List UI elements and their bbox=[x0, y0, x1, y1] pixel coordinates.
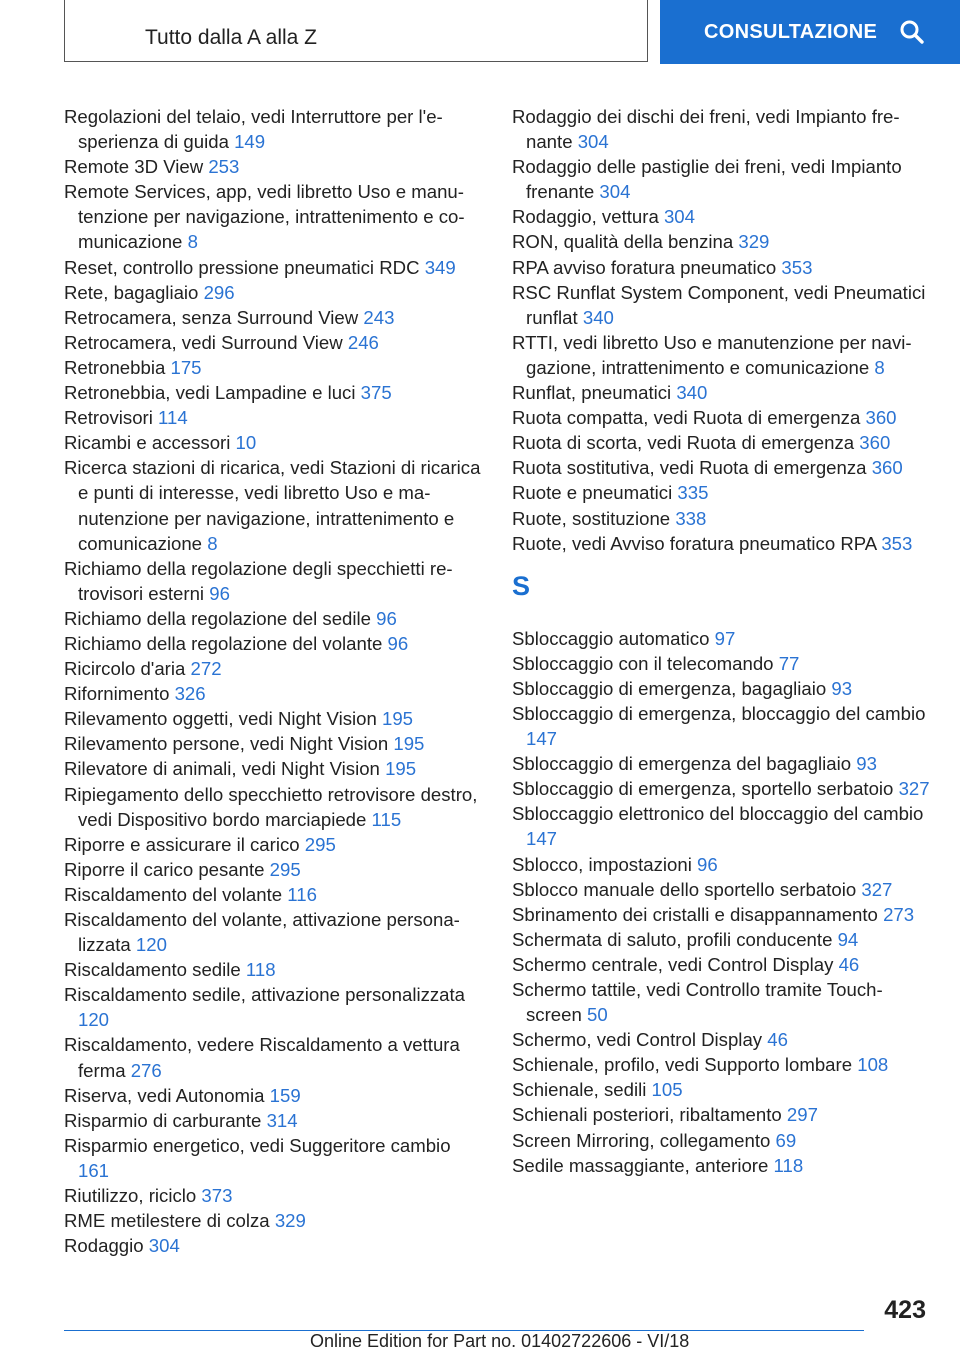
page-link[interactable]: 314 bbox=[266, 1109, 298, 1131]
index-entry bbox=[512, 977, 932, 1027]
index-entry bbox=[512, 852, 932, 877]
page-link[interactable]: 340 bbox=[676, 382, 708, 404]
entry-text: Schienale, sedili bbox=[512, 1079, 647, 1101]
index-entry bbox=[64, 154, 484, 179]
entry-text: Sbrinamento dei cristalli e disappannamento bbox=[512, 903, 878, 925]
page-link[interactable]: 360 bbox=[865, 407, 897, 429]
header-frame bbox=[64, 0, 648, 62]
index-entry bbox=[64, 1083, 484, 1108]
entry-text: Ricircolo d'aria bbox=[64, 658, 186, 680]
entry-text: Ripiegamento dello specchietto retrovisore destro, vedi Dispositivo bordo marciapiede bbox=[64, 783, 478, 830]
entry-text: Riscaldamento del volante bbox=[64, 883, 283, 905]
index-entry bbox=[512, 877, 932, 902]
page-link[interactable]: 276 bbox=[130, 1059, 162, 1081]
page-link[interactable]: 120 bbox=[135, 934, 167, 956]
index-entry bbox=[512, 1102, 932, 1127]
index-entry bbox=[512, 255, 932, 280]
entry-text: Runflat, pneumatici bbox=[512, 382, 672, 404]
entry-text: Risparmio energetico, vedi Suggeritore cambio bbox=[64, 1134, 451, 1156]
page-link[interactable]: 118 bbox=[245, 959, 276, 981]
page-link[interactable]: 272 bbox=[190, 658, 222, 680]
page-link[interactable]: 114 bbox=[158, 407, 188, 429]
entry-text: Ruota di scorta, vedi Ruota di emergenza bbox=[512, 432, 855, 454]
entry-text: Riscaldamento sedile, attivazione personalizzata bbox=[64, 984, 466, 1006]
entry-text: Reset, controllo pressione pneumatici RDC bbox=[64, 256, 420, 278]
page-link[interactable]: 304 bbox=[148, 1235, 180, 1257]
entry-text: Sbloccaggio automatico bbox=[512, 627, 710, 649]
page-link[interactable]: 46 bbox=[838, 953, 860, 975]
index-entry bbox=[512, 506, 932, 531]
index-entry bbox=[64, 305, 484, 330]
entry-text: Rodaggio, vettura bbox=[512, 206, 659, 228]
tab-label: CONSULTAZIONE bbox=[704, 20, 878, 43]
page-link[interactable]: 118 bbox=[773, 1154, 804, 1176]
page-link[interactable]: 353 bbox=[881, 532, 913, 554]
index-entry bbox=[512, 229, 932, 254]
entry-text: RTTI, vedi libretto Uso e manutenzione per navigazione, intrattenimento e comunicazione bbox=[512, 331, 912, 378]
page-link[interactable]: 329 bbox=[738, 231, 770, 253]
index-entry bbox=[64, 656, 484, 681]
index-entry bbox=[512, 1077, 932, 1102]
index-entry bbox=[64, 731, 484, 756]
page-link[interactable]: 96 bbox=[387, 632, 409, 654]
index-entry bbox=[512, 154, 932, 204]
index-entry bbox=[64, 1032, 484, 1082]
entry-text: Schermo centrale, vedi Control Display bbox=[512, 953, 834, 975]
entry-text: Riscaldamento del volante, attivazione personalizzata bbox=[64, 909, 460, 956]
entry-text: Ricambi e accessori bbox=[64, 432, 231, 454]
entry-text: Schermo tattile, vedi Controllo tramite Touchscreen bbox=[512, 979, 883, 1026]
page-link[interactable]: 116 bbox=[287, 883, 317, 905]
entry-text: Ruota compatta, vedi Ruota di emergenza bbox=[512, 407, 861, 429]
page-link[interactable]: 297 bbox=[786, 1104, 818, 1126]
index-entry bbox=[64, 1108, 484, 1133]
search-icon bbox=[899, 19, 925, 45]
entry-text: Sbloccaggio con il telecomando bbox=[512, 652, 774, 674]
index-entry bbox=[512, 952, 932, 977]
section-title: Tutto dalla A alla Z bbox=[145, 26, 317, 49]
page-link[interactable]: 8 bbox=[874, 356, 885, 378]
page-link[interactable]: 246 bbox=[347, 331, 379, 353]
entry-text: Sbloccaggio di emergenza del bagagliaio bbox=[512, 753, 852, 775]
index-entry bbox=[64, 405, 484, 430]
entry-text: Retrovisori bbox=[64, 407, 153, 429]
entry-text: Riutilizzo, riciclo bbox=[64, 1185, 197, 1207]
page-link[interactable]: 243 bbox=[363, 306, 395, 328]
index-entry bbox=[64, 681, 484, 706]
index-entry bbox=[512, 701, 932, 751]
page-link[interactable]: 195 bbox=[393, 733, 425, 755]
entry-text: Sblocco manuale dello sportello serbatoio bbox=[512, 878, 857, 900]
index-entry bbox=[512, 902, 932, 927]
index-entry bbox=[64, 782, 484, 832]
entry-text: Sbloccaggio elettronico del bloccaggio del cambio bbox=[512, 803, 924, 825]
entry-text: Retrocamera, vedi Surround View bbox=[64, 331, 343, 353]
entry-text: Schienali posteriori, ribaltamento bbox=[512, 1104, 782, 1126]
entry-text: Sbloccaggio di emergenza, bloccaggio del cambio bbox=[512, 702, 926, 724]
index-entry bbox=[64, 355, 484, 380]
entry-text: RME metilestere di colza bbox=[64, 1210, 270, 1232]
entry-text: Rilevamento oggetti, vedi Night Vision bbox=[64, 708, 377, 730]
entry-text: Regolazioni del telaio, vedi Interruttore per l'esperienza di guida bbox=[64, 106, 443, 153]
entry-text: Sedile massaggiante, anteriore bbox=[512, 1154, 769, 1176]
page-link[interactable]: 360 bbox=[871, 457, 903, 479]
entry-text: Remote 3D View bbox=[64, 156, 204, 178]
entry-text: Rodaggio delle pastiglie dei freni, vedi Impianto frenante bbox=[512, 156, 902, 203]
page-link[interactable]: 195 bbox=[382, 708, 414, 730]
page-link[interactable]: 120 bbox=[78, 1009, 110, 1031]
index-entry bbox=[512, 751, 932, 776]
index-entry bbox=[512, 330, 932, 380]
page-link[interactable]: 161 bbox=[78, 1159, 110, 1181]
index-list-s bbox=[512, 626, 932, 1178]
entry-text: Riporre il carico pesante bbox=[64, 858, 265, 880]
index-entry bbox=[512, 801, 932, 851]
entry-text: Screen Mirroring, collegamento bbox=[512, 1129, 771, 1151]
page-link[interactable]: 147 bbox=[526, 828, 558, 850]
index-entry bbox=[512, 1052, 932, 1077]
entry-text: Riporre e assicurare il carico bbox=[64, 833, 300, 855]
index-entry bbox=[64, 380, 484, 405]
index-column-left bbox=[64, 104, 484, 1258]
entry-text: Ruote e pneumatici bbox=[512, 482, 673, 504]
index-entry bbox=[64, 631, 484, 656]
index-entry bbox=[64, 832, 484, 857]
index-entry bbox=[512, 1027, 932, 1052]
index-entry bbox=[64, 330, 484, 355]
page-link[interactable]: 159 bbox=[269, 1084, 301, 1106]
page-link[interactable]: 96 bbox=[697, 853, 718, 875]
entry-text: Ruote, vedi Avviso foratura pneumatico RPA bbox=[512, 532, 877, 554]
entry-text: RSC Runflat System Component, vedi Pneumatici runflat bbox=[512, 281, 926, 328]
page-link[interactable]: 93 bbox=[856, 753, 877, 775]
page-link[interactable]: 96 bbox=[376, 607, 397, 629]
page-link[interactable]: 304 bbox=[577, 131, 609, 153]
entry-text: Ricerca stazioni di ricarica, vedi Stazioni di ricarica e punti di interesse, vedi libretto Uso e manutenzione per navigazione, intrattenimento e comunicazione bbox=[64, 457, 481, 554]
page-link[interactable]: 93 bbox=[831, 677, 853, 699]
index-entry bbox=[64, 882, 484, 907]
page-link[interactable]: 97 bbox=[714, 627, 736, 649]
index-entry bbox=[64, 606, 484, 631]
index-entry bbox=[64, 1208, 484, 1233]
index-entry bbox=[512, 776, 932, 801]
index-entry bbox=[64, 280, 484, 305]
entry-text: Richiamo della regolazione degli specchietti retrovisori esterni bbox=[64, 557, 453, 604]
page-link[interactable]: 296 bbox=[203, 281, 235, 303]
index-entry bbox=[512, 1153, 932, 1178]
page-link[interactable]: 360 bbox=[859, 432, 891, 454]
page-link[interactable]: 50 bbox=[586, 1004, 608, 1026]
page-link[interactable]: 8 bbox=[207, 532, 218, 554]
entry-text: Rilevatore di animali, vedi Night Vision bbox=[64, 758, 380, 780]
index-list-r bbox=[512, 104, 932, 556]
index-entry bbox=[512, 651, 932, 676]
entry-text: Schienale, profilo, vedi Supporto lombare bbox=[512, 1054, 853, 1076]
index-entry bbox=[512, 405, 932, 430]
page-link[interactable]: 253 bbox=[208, 156, 240, 178]
index-entry bbox=[512, 204, 932, 229]
page-link[interactable]: 349 bbox=[424, 256, 456, 278]
entry-text: Retrocamera, senza Surround View bbox=[64, 306, 359, 328]
page-link[interactable]: 340 bbox=[582, 306, 614, 328]
index-entry bbox=[64, 104, 484, 154]
page-link[interactable]: 77 bbox=[778, 652, 800, 674]
page-link[interactable]: 304 bbox=[599, 181, 631, 203]
index-entry bbox=[64, 255, 484, 280]
entry-text: Riscaldamento, vedere Riscaldamento a vettura ferma bbox=[64, 1034, 460, 1081]
entry-text: Riserva, vedi Autonomia bbox=[64, 1084, 265, 1106]
page-link[interactable]: 108 bbox=[857, 1054, 889, 1076]
page-link[interactable]: 94 bbox=[837, 928, 859, 950]
entry-text: Ruote, sostituzione bbox=[512, 507, 671, 529]
entry-text: Remote Services, app, vedi libretto Uso e manutenzione per navigazione, intrattenimento e comunicazione bbox=[64, 181, 465, 253]
index-entry bbox=[512, 280, 932, 330]
index-entry bbox=[64, 982, 484, 1032]
page-link[interactable]: 46 bbox=[767, 1029, 788, 1051]
entry-text: Sbloccaggio di emergenza, bagagliaio bbox=[512, 677, 827, 699]
page-link[interactable]: 10 bbox=[235, 432, 257, 454]
entry-text: Sblocco, impostazioni bbox=[512, 853, 692, 875]
index-entry bbox=[512, 480, 932, 505]
consultazione-tab[interactable] bbox=[660, 0, 960, 64]
page-link[interactable]: 195 bbox=[385, 758, 417, 780]
entry-text: RPA avviso foratura pneumatico bbox=[512, 256, 777, 278]
page-link[interactable]: 96 bbox=[209, 582, 230, 604]
index-entry bbox=[512, 531, 932, 556]
index-entry bbox=[64, 706, 484, 731]
entry-text: Rodaggio dei dischi dei freni, vedi Impianto frenante bbox=[512, 106, 900, 153]
page-link[interactable]: 335 bbox=[677, 482, 709, 504]
index-entry bbox=[64, 756, 484, 781]
index-entry bbox=[512, 430, 932, 455]
index-column-right bbox=[512, 104, 932, 1178]
page-link[interactable]: 327 bbox=[898, 778, 930, 800]
entry-text: Rifornimento bbox=[64, 683, 170, 705]
entry-text: Ruota sostitutiva, vedi Ruota di emergenza bbox=[512, 457, 867, 479]
page-link[interactable]: 329 bbox=[274, 1210, 306, 1232]
index-entry bbox=[64, 430, 484, 455]
index-entry bbox=[512, 1128, 932, 1153]
entry-text: Retronebbia, vedi Lampadine e luci bbox=[64, 382, 356, 404]
entry-text: Rodaggio bbox=[64, 1235, 144, 1257]
index-entry bbox=[512, 927, 932, 952]
index-entry bbox=[64, 179, 484, 254]
entry-text: RON, qualità della benzina bbox=[512, 231, 734, 253]
page-link[interactable]: 373 bbox=[201, 1185, 233, 1207]
entry-text: Risparmio di carburante bbox=[64, 1109, 262, 1131]
index-entry bbox=[64, 1133, 484, 1183]
letter-heading-s: S bbox=[512, 570, 531, 601]
page-link[interactable]: 149 bbox=[234, 131, 266, 153]
index-entry bbox=[512, 104, 932, 154]
index-entry bbox=[64, 1183, 484, 1208]
page-link[interactable]: 327 bbox=[861, 878, 893, 900]
entry-text: Retronebbia bbox=[64, 356, 166, 378]
page-number: 423 bbox=[884, 1296, 926, 1324]
index-entry bbox=[64, 1233, 484, 1258]
page-link[interactable]: 147 bbox=[526, 728, 558, 750]
entry-text: Riscaldamento sedile bbox=[64, 959, 241, 981]
entry-text: Schermata di saluto, profili conducente bbox=[512, 928, 833, 950]
footer bbox=[310, 1331, 689, 1352]
index-entry bbox=[64, 957, 484, 982]
page-link[interactable]: 353 bbox=[781, 256, 813, 278]
footer-edition: Online Edition for Part no. 01402722606 - VI/18 bbox=[310, 1331, 690, 1351]
page-link[interactable]: 295 bbox=[304, 833, 336, 855]
entry-text: Sbloccaggio di emergenza, sportello serbatoio bbox=[512, 778, 894, 800]
index-entry bbox=[512, 380, 932, 405]
page-link[interactable]: 273 bbox=[883, 903, 915, 925]
page-link[interactable]: 375 bbox=[360, 382, 392, 404]
index-entry bbox=[64, 907, 484, 957]
page-link[interactable]: 175 bbox=[170, 356, 202, 378]
page-link[interactable]: 326 bbox=[174, 683, 206, 705]
page-link[interactable]: 105 bbox=[651, 1079, 683, 1101]
entry-text: Richiamo della regolazione del volante bbox=[64, 632, 383, 654]
page-link[interactable]: 338 bbox=[675, 507, 707, 529]
page-link[interactable]: 69 bbox=[775, 1129, 797, 1151]
entry-text: Richiamo della regolazione del sedile bbox=[64, 607, 371, 629]
index-entry bbox=[512, 455, 932, 480]
page-link[interactable]: 304 bbox=[663, 206, 695, 228]
index-entry bbox=[512, 626, 932, 651]
entry-text: Rilevamento persone, vedi Night Vision bbox=[64, 733, 389, 755]
index-entry bbox=[64, 455, 484, 555]
entry-text: Schermo, vedi Control Display bbox=[512, 1029, 763, 1051]
page-link[interactable]: 295 bbox=[269, 858, 301, 880]
index-entry bbox=[512, 676, 932, 701]
index-entry bbox=[64, 556, 484, 606]
index-entry bbox=[64, 857, 484, 882]
page-link[interactable]: 8 bbox=[187, 231, 198, 253]
page-link[interactable]: 115 bbox=[371, 808, 402, 830]
entry-text: Rete, bagagliaio bbox=[64, 281, 199, 303]
